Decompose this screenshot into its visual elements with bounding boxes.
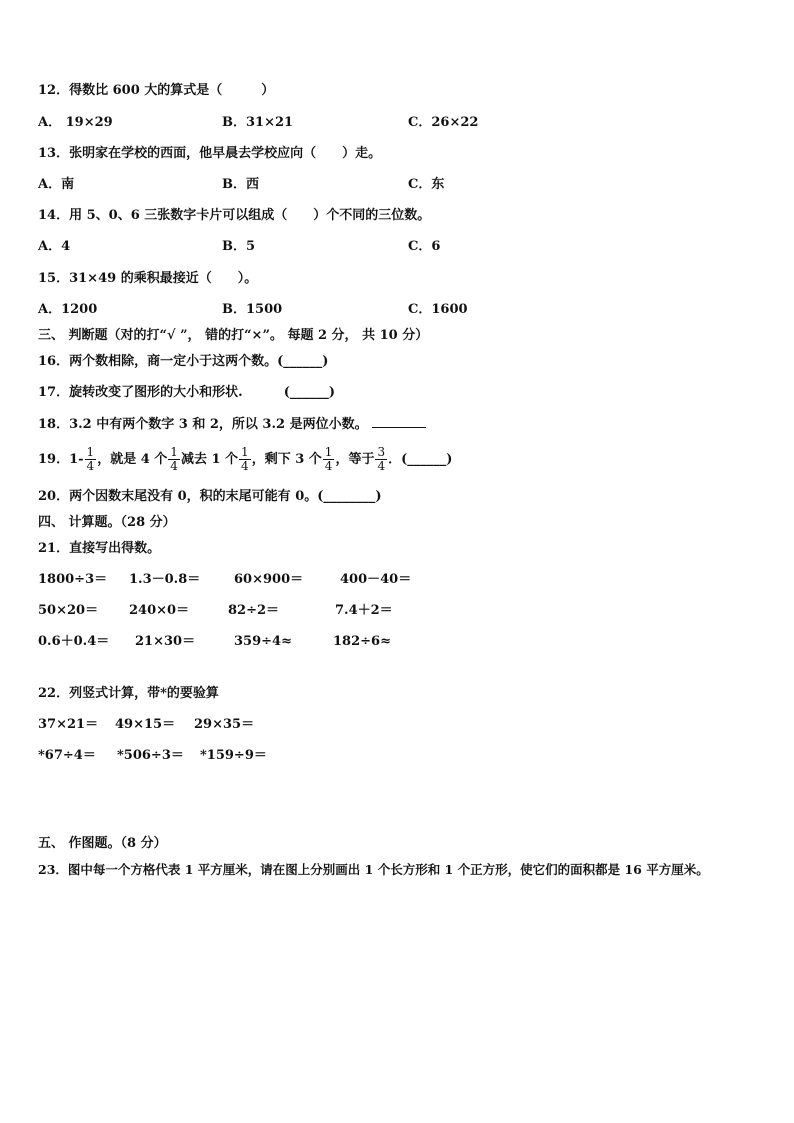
section-3-title: 三、 判断题（对的打“√ ”， 错的打“×”。 每题 2 分， 共 10 分） (38, 328, 429, 343)
q17-blank: (______) (283, 385, 335, 400)
q19-part-6: ．(______) (388, 452, 453, 467)
q19-part-3: 减去 1 个 (180, 452, 239, 467)
question-18 (38, 415, 426, 434)
fraction-one-quarter: $\frac{1}{4}$ (170, 445, 178, 473)
vertical-calc-item: *159÷9＝ (200, 748, 267, 763)
q19-part-4: ，剩下 3 个 (251, 452, 322, 467)
q13-option-a: A．南 (38, 177, 75, 192)
q12-option-a: A． 19×29 (38, 115, 113, 130)
calc-item: 21×30＝ (135, 634, 196, 649)
calc-item: 60×900＝ (234, 572, 304, 587)
q13-option-b: B．西 (222, 177, 259, 192)
calc-item: 1800÷3＝ (38, 572, 108, 587)
question-21: 21．直接写出得数。 (38, 541, 161, 556)
question-15: 15．31×49 的乘积最接近（ ）。 (38, 271, 258, 286)
q14-option-a: A．4 (38, 239, 71, 254)
calc-item: 50×20＝ (38, 603, 99, 618)
fraction-one-quarter: $\frac{1}{4}$ (324, 445, 333, 473)
fraction-one-quarter: $\frac{1}{4}$ (86, 445, 95, 473)
q19-part-1: 19．1- (38, 452, 84, 467)
q14-option-b: B．5 (222, 239, 256, 254)
vertical-calc-item: 49×15＝ (115, 717, 176, 732)
calc-item: 82÷2＝ (228, 603, 280, 618)
q18-answer-blank (372, 415, 426, 428)
q13-option-c: C．东 (408, 177, 445, 192)
calc-item: 240×0＝ (129, 603, 190, 618)
q15-option-a: A．1200 (38, 302, 98, 317)
fraction-three-quarters: $\frac{3}{4}$ (377, 445, 386, 473)
section-4-title: 四、 计算题。（28 分） (38, 515, 176, 530)
q15-option-c: C．1600 (408, 302, 468, 317)
question-23: 23．图中每一个方格代表 1 平方厘米，请在图上分别画出 1 个长方形和 1 个正方形，使它们的面积都是 16 平方厘米。 (38, 862, 709, 877)
vertical-calc-item: *67÷4＝ (38, 748, 96, 763)
q18-text: 18．3.2 中有两个数字 3 和 2，所以 3.2 是两位小数。 (38, 417, 368, 432)
q19-part-5: ，等于 (335, 452, 375, 467)
q15-option-b: B．1500 (222, 302, 283, 317)
vertical-calc-item: 29×35＝ (194, 717, 255, 732)
calc-item: 182÷6≈ (333, 634, 391, 649)
q19-part-2: ，就是 4 个 (97, 452, 168, 467)
question-19 (38, 442, 452, 478)
calc-item: 400－40＝ (340, 572, 412, 587)
question-16: 16．两个数相除，商一定小于这两个数。(______) (38, 354, 329, 369)
vertical-calc-item: 37×21＝ (38, 717, 99, 732)
q12-option-c: C．26×22 (408, 115, 479, 130)
question-13: 13．张明家在学校的西面，他早晨去学校应向（ ）走。 (38, 146, 382, 161)
calc-item: 7.4＋2＝ (335, 603, 393, 618)
fraction-one-quarter: $\frac{1}{4}$ (241, 445, 249, 473)
question-20: 20．两个因数末尾没有 0，积的末尾可能有 0。(________) (38, 489, 382, 504)
q17-text: 17．旋转改变了图形的大小和形状. (38, 385, 243, 400)
question-12: 12．得数比 600 大的算式是（ ） (38, 83, 275, 98)
question-17 (38, 384, 335, 402)
question-22: 22．列竖式计算，带*的要验算 (38, 686, 219, 701)
calc-item: 1.3－0.8＝ (129, 572, 201, 587)
vertical-calc-item: *506÷3＝ (117, 748, 184, 763)
q12-option-b: B．31×21 (222, 115, 294, 130)
section-5-title: 五、 作图题。（8 分） (38, 836, 167, 851)
question-14: 14．用 5、0、6 三张数字卡片可以组成（ ）个不同的三位数。 (38, 208, 431, 223)
q14-option-c: C．6 (408, 239, 441, 254)
calc-item: 359÷4≈ (234, 634, 292, 649)
calc-item: 0.6＋0.4＝ (38, 634, 110, 649)
